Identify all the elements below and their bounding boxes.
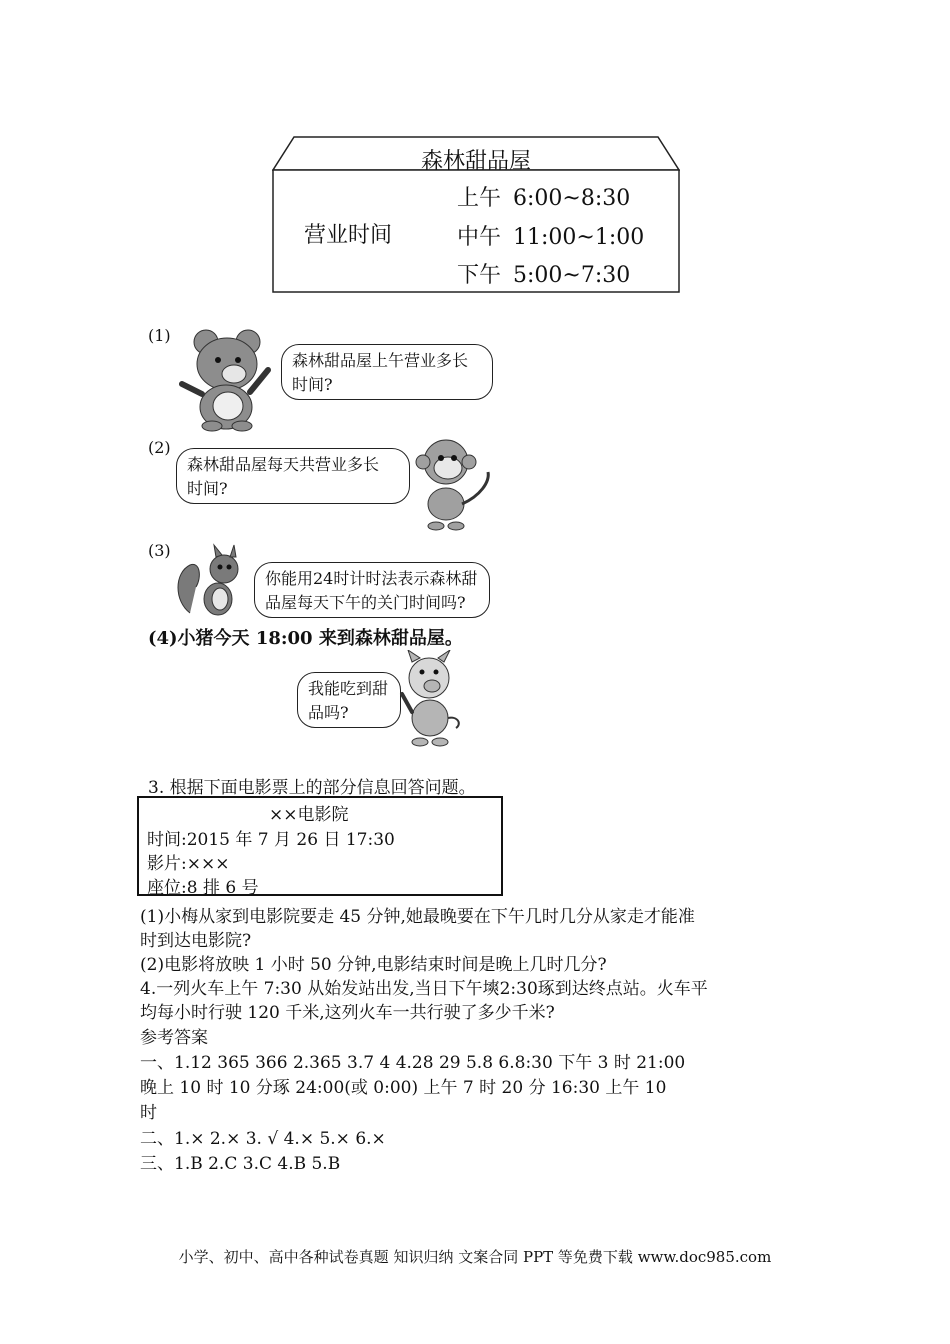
problem-3-q1-line1: (1)小梅从家到电影院要走 45 分钟,她最晚要在下午几时几分从家走才能准 — [140, 907, 695, 927]
bear-illustration — [176, 322, 276, 432]
ticket-time: 时间:2015 年 7 月 26 日 17:30 — [147, 830, 395, 850]
time: 6:00~8:30 — [513, 186, 631, 211]
hours-label: 营业时间 — [304, 223, 393, 248]
question-3-number: (3) — [148, 541, 171, 560]
ticket-film: 影片:××× — [147, 854, 230, 874]
bubble-line: 品吗? — [308, 703, 349, 722]
question-4-text: (4)小猪今天 18:00 来到森林甜品屋。 — [148, 628, 463, 649]
speech-bubble — [281, 344, 493, 400]
period: 下午 — [457, 263, 502, 288]
squirrel-illustration — [172, 543, 252, 623]
bubble-line: 我能吃到甜 — [308, 679, 389, 698]
period: 中午 — [457, 225, 502, 250]
period: 上午 — [457, 186, 502, 211]
movie-ticket — [137, 796, 503, 896]
problem-4-line1: 4.一列火车上午 7:30 从始发站出发,当日下午塽2:30琢到达终点站。火车平 — [140, 979, 708, 999]
time: 5:00~7:30 — [513, 263, 631, 288]
bubble-line: 品屋每天下午的关门时间吗? — [265, 593, 466, 612]
problem-3-heading: 3. 根据下面电影票上的部分信息回答问题。 — [148, 778, 476, 798]
bubble-line: 森林甜品屋上午营业多长 — [292, 351, 469, 370]
problem-3-q1-line2: 时到达电影院? — [140, 931, 252, 951]
ticket-cinema: ××电影院 — [269, 805, 349, 825]
answers-line: 三、1.B 2.C 3.C 4.B 5.B — [140, 1154, 341, 1174]
speech-bubble — [297, 672, 401, 728]
sign-title: 森林甜品屋 — [420, 149, 531, 174]
answers-line: 晚上 10 时 10 分琢 24:00(或 0:00) 上午 7 时 20 分 16:30 上午 10 — [140, 1078, 667, 1098]
question-2-number: (2) — [148, 438, 171, 457]
answers-line: 二、1.× 2.× 3. √ 4.× 5.× 6.× — [140, 1129, 386, 1149]
question-1-number: (1) — [148, 326, 171, 345]
bubble-line: 时间? — [187, 479, 228, 498]
ticket-seat: 座位:8 排 6 号 — [147, 878, 259, 898]
pig-illustration — [398, 650, 470, 750]
bubble-line: 你能用24时计时法表示森林甜 — [265, 569, 478, 588]
answers-heading: 参考答案 — [140, 1028, 208, 1048]
hours-row — [457, 181, 630, 212]
shop-sign — [272, 136, 680, 294]
monkey-illustration — [410, 432, 505, 534]
speech-bubble — [176, 448, 410, 504]
problem-4-line2: 均每小时行驶 120 千米,这列火车一共行驶了多少千米? — [140, 1003, 555, 1023]
problem-3-q2: (2)电影将放映 1 小时 50 分钟,电影结束时间是晚上几时几分? — [140, 955, 607, 975]
page-footer: 小学、初中、高中各种试卷真题 知识归纳 文案合同 PPT 等免费下载 www.doc985.com — [178, 1248, 772, 1266]
speech-bubble — [254, 562, 490, 618]
hours-row — [457, 258, 630, 289]
answers-line: 时 — [140, 1103, 157, 1123]
time: 11:00~1:00 — [513, 225, 645, 250]
answers-line: 一、1.12 365 366 2.365 3.7 4 4.28 29 5.8 6.8:30 下午 3 时 21:00 — [140, 1053, 686, 1073]
hours-row — [457, 220, 644, 251]
bubble-line: 时间? — [292, 375, 333, 394]
bubble-line: 森林甜品屋每天共营业多长 — [187, 455, 380, 474]
